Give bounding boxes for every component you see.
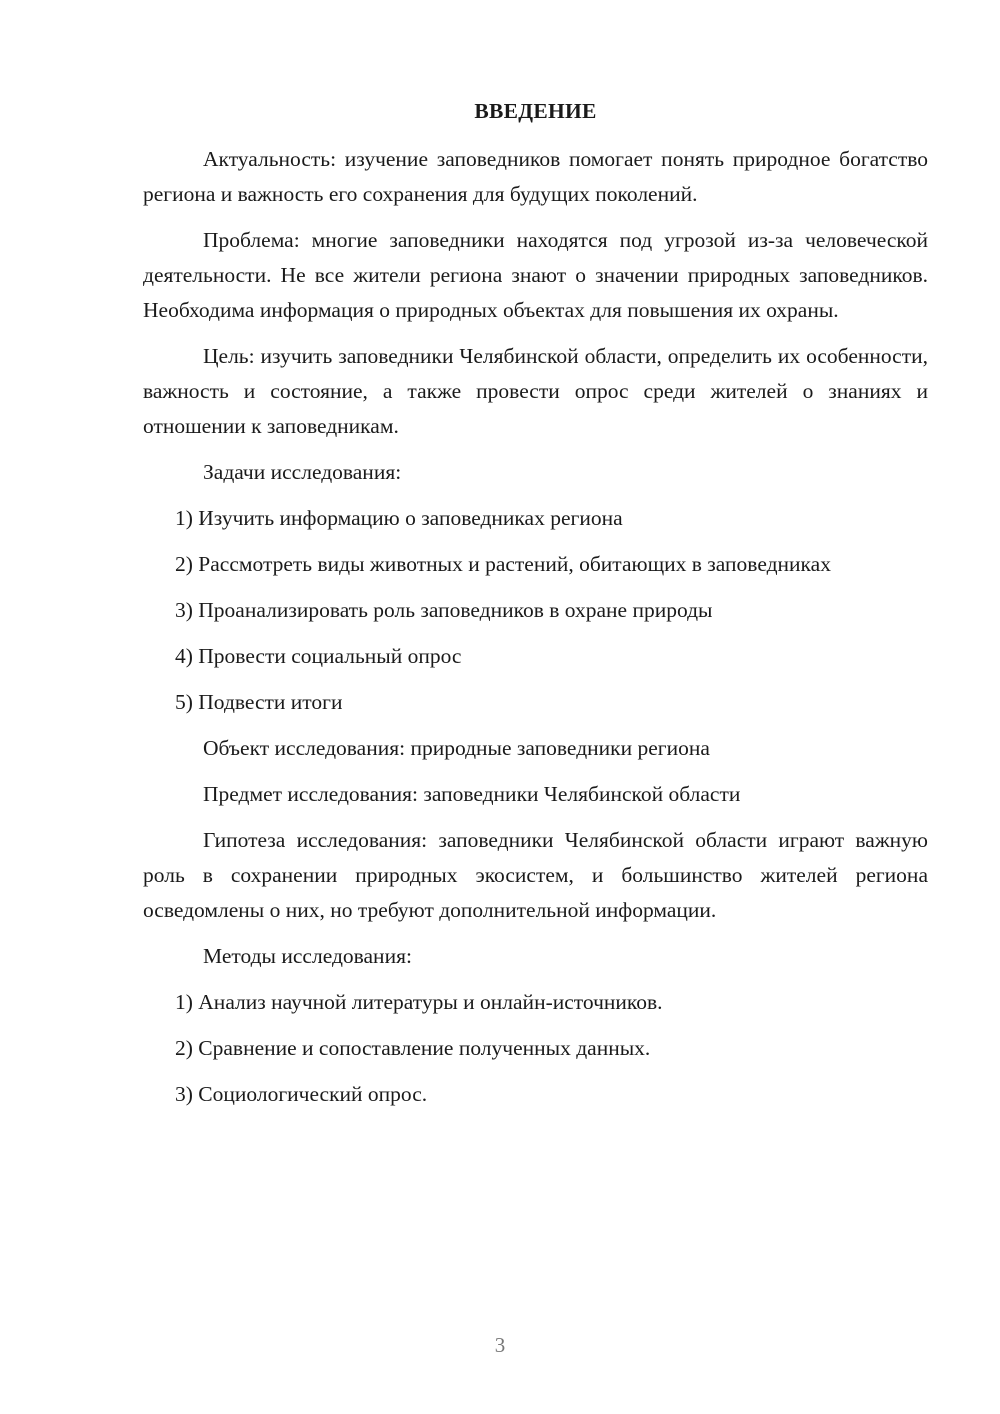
tasks-list (143, 501, 928, 720)
list-item: 3) Проанализировать роль заповедников в охране природы (175, 598, 713, 622)
relevance-paragraph: Актуальность: изучение заповедников помогает понять природное богатство региона и важность его сохранения для будущих поколений. (143, 147, 928, 206)
object-line: Объект исследования: природные заповедники региона (203, 736, 710, 760)
tasks-heading: Задачи исследования: (203, 460, 402, 484)
section-title: ВВЕДЕНИЕ (474, 99, 597, 123)
goal-paragraph: Цель: изучить заповедники Челябинской области, определить их особенности, важность и состояние, а также провести опрос среди жителей о знаниях и отношении к заповедникам. (143, 344, 928, 438)
document-page (143, 96, 928, 1123)
list-item: 2) Рассмотреть виды животных и растений, обитающих в заповедниках (175, 552, 831, 576)
page-number: 3 (494, 1333, 506, 1357)
problem-paragraph: Проблема: многие заповедники находятся под угрозой из-за человеческой деятельности. Не все жители региона знают о значении природных заповедников. Необходима информация о природных объектах для повышения их охраны. (143, 228, 928, 322)
subject-line: Предмет исследования: заповедники Челябинской области (203, 782, 741, 806)
list-item: 1) Анализ научной литературы и онлайн-источников. (175, 990, 663, 1014)
hypothesis-paragraph: Гипотеза исследования: заповедники Челябинской области играют важную роль в сохранении природных экосистем, и большинство жителей региона осведомлены о них, но требуют дополнительной информации. (143, 828, 928, 922)
list-item: 5) Подвести итоги (175, 690, 343, 714)
methods-heading: Методы исследования: (203, 944, 412, 968)
list-item: 2) Сравнение и сопоставление полученных данных. (175, 1036, 651, 1060)
list-item: 1) Изучить информацию о заповедниках региона (175, 506, 623, 530)
list-item: 4) Провести социальный опрос (175, 644, 462, 668)
methods-list (143, 985, 928, 1112)
list-item: 3) Социологический опрос. (175, 1082, 428, 1106)
